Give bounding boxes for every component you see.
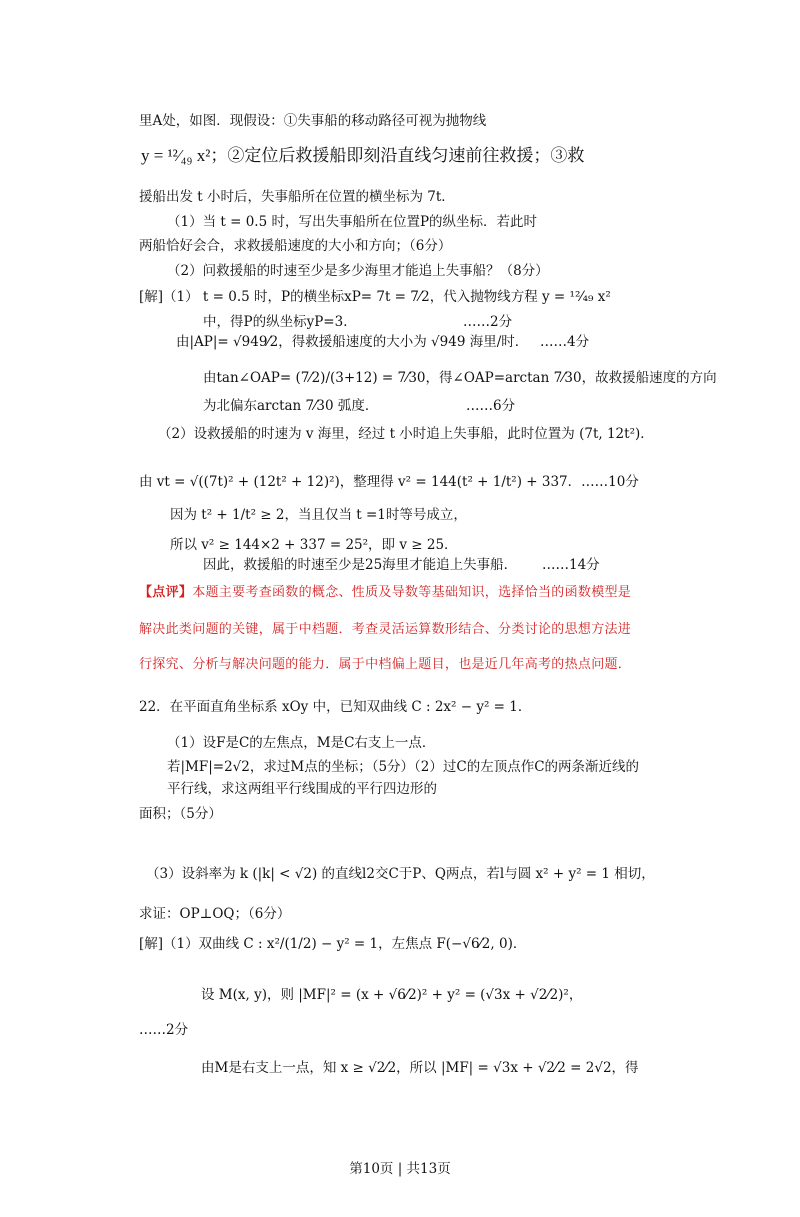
solution-score: ……2分 bbox=[139, 1022, 189, 1038]
solution-line-1: [解]（1）双曲线 C : x²/(1/2) − y² = 1，左焦点 F(−√6⁄2, 0)． bbox=[139, 936, 527, 952]
line-12: （2）设救援船的时速为 v 海里，经过 t 小时追上失事船，此时位置为 (7t, 12t²)． bbox=[158, 426, 654, 442]
line-8-score: ……2分 bbox=[463, 314, 513, 330]
comment-text-1: 本题主要考查函数的概念、性质及导数等基础知识，选择恰当的函数模型是 bbox=[192, 585, 632, 600]
line-5: 两船恰好会合，求救援船速度的大小和方向；（6分） bbox=[139, 238, 452, 254]
comment-line-3: 行探究、分析与解决问题的能力．属于中档偏上题目，也是近几年高考的热点问题． bbox=[139, 657, 632, 672]
solution-line-2: 设 M(x, y)，则 |MF|² = (x + √6⁄2)² + y² = (√3x + √2⁄2)²， bbox=[201, 987, 583, 1003]
line-16: 因此，救援船的时速至少是25海里才能追上失事船． bbox=[203, 557, 518, 573]
line-9-score: ……4分 bbox=[540, 334, 590, 350]
solution-line-3: 由M是右支上一点，知 x ≥ √2⁄2，所以 |MF| = √3x + √2⁄2 = 2√2，得 bbox=[201, 1060, 639, 1076]
line-7: [解]（1） t = 0.5 时，P的横坐标xP= 7t = 7⁄2，代入抛物线方程 y = ¹²⁄₄₉ x² bbox=[139, 289, 611, 305]
question-22-part3: （3）设斜率为 k (|k| < √2) 的直线l2交C于P、Q两点，若l与圆 x² + y² = 1 相切， bbox=[146, 866, 655, 882]
line-6: （2）问救援船的时速至少是多少海里才能追上失事船？（8分） bbox=[167, 263, 549, 279]
line-14: 因为 t² + 1/t² ≥ 2，当且仅当 t =1时等号成立， bbox=[170, 507, 467, 523]
comment-line-1 bbox=[139, 583, 631, 603]
line-11-score: ……6分 bbox=[466, 398, 516, 414]
line-11: 为北偏东arctan 7⁄30 弧度． bbox=[203, 398, 379, 414]
question-22-part3b: 求证：OP⊥OQ；（6分） bbox=[139, 906, 291, 922]
line-9: 由|AP|= √949⁄2，得救援船速度的大小为 √949 海里/时． bbox=[176, 334, 529, 350]
question-22-part1b: 若|MF|=2√2，求过M点的坐标；（5分）（2）过C的左顶点作C的两条渐近线的 bbox=[167, 759, 640, 775]
question-22-part1: （1）设F是C的左焦点，M是C右支上一点． bbox=[167, 735, 436, 751]
line-1: 里A处，如图．现假设：①失事船的移动路径可视为抛物线 bbox=[139, 113, 487, 129]
line-3: 援船出发 t 小时后，失事船所在位置的横坐标为 7t． bbox=[139, 189, 455, 205]
line-2-formula: y = ¹²⁄₄₉ x²；②定位后救援船即刻沿直线匀速前往救援；③救 bbox=[141, 146, 585, 165]
line-15: 所以 v² ≥ 144×2 + 337 = 25²，即 v ≥ 25． bbox=[170, 537, 458, 553]
page-footer: 第10页 | 共13页 bbox=[349, 1161, 451, 1177]
line-4: （1）当 t = 0.5 时，写出失事船所在位置P的纵坐标．若此时 bbox=[167, 214, 538, 230]
comment-tag: 【点评】 bbox=[139, 585, 193, 600]
question-22-part2: 平行线，求这两组平行线围成的平行四边形的 bbox=[167, 781, 437, 797]
line-16-score: ……14分 bbox=[542, 557, 600, 573]
line-8: 中，得P的纵坐标yP=3． bbox=[203, 314, 357, 330]
question-22-part2b: 面积；（5分） bbox=[139, 806, 222, 822]
question-22-title: 22．在平面直角坐标系 xOy 中，已知双曲线 C : 2x² − y² = 1． bbox=[139, 699, 532, 715]
comment-line-2: 解决此类问题的关键，属于中档题．考查灵活运算数形结合、分类讨论的思想方法进 bbox=[139, 622, 632, 637]
line-13: 由 vt = √((7t)² + (12t² + 12)²)，整理得 v² = 144(t² + 1/t²) + 337．……10分 bbox=[139, 474, 639, 490]
line-10: 由tan∠OAP= (7⁄2)/(3+12) = 7⁄30，得∠OAP=arctan 7⁄30，故救援船速度的方向 bbox=[203, 370, 717, 386]
